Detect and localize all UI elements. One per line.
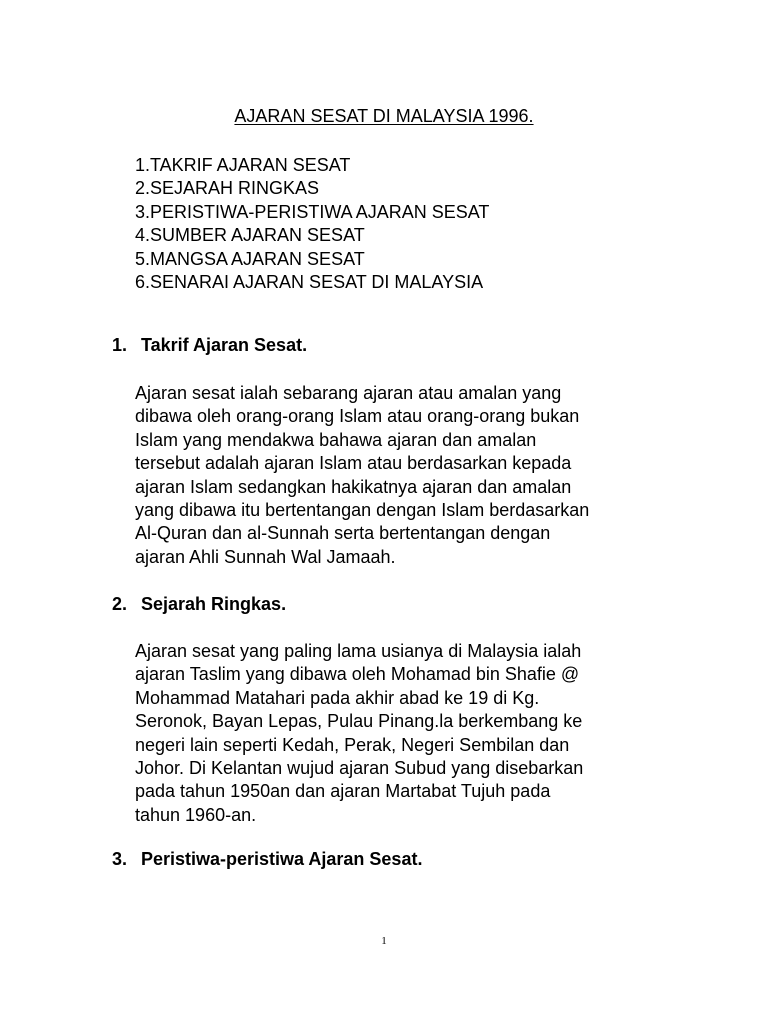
toc-item: 1.TAKRIF AJARAN SESAT	[135, 155, 351, 175]
paragraph-line: dibawa oleh orang-orang Islam atau orang-orang bukan	[135, 406, 580, 427]
section-heading-1	[112, 333, 307, 357]
section-title: Sejarah Ringkas.	[141, 594, 287, 614]
toc-item: 4.SUMBER AJARAN SESAT	[135, 225, 365, 246]
paragraph-line: ajaran Islam sedangkan hakikatnya ajaran dan amalan	[135, 476, 572, 497]
section-paragraph-1	[135, 382, 655, 569]
section-number: 3.	[112, 849, 128, 869]
toc-item: 5.MANGSA AJARAN SESAT	[135, 248, 365, 269]
paragraph-line: Ajaran sesat yang paling lama usianya di Malaysia ialah	[135, 641, 582, 661]
paragraph-line: tahun 1960-an.	[135, 804, 257, 825]
section-heading-3	[112, 847, 422, 871]
table-of-contents	[135, 154, 489, 294]
paragraph-line: Ajaran sesat ialah sebarang ajaran atau amalan yang	[135, 383, 562, 403]
paragraph-line: negeri lain seperti Kedah, Perak, Negeri Sembilan dan	[135, 734, 570, 755]
document-title: AJARAN SESAT DI MALAYSIA 1996.	[234, 106, 534, 126]
toc-item: 2.SEJARAH RINGKAS	[135, 178, 320, 199]
paragraph-line: Islam yang mendakwa bahawa ajaran dan amalan	[135, 429, 537, 450]
section-number: 1.	[112, 335, 128, 355]
section-paragraph-2	[135, 640, 655, 827]
paragraph-line: tersebut adalah ajaran Islam atau berdasarkan kepada	[135, 453, 572, 474]
section-title: Takrif Ajaran Sesat.	[141, 335, 308, 355]
paragraph-line: yang dibawa itu bertentangan dengan Islam berdasarkan	[135, 500, 590, 521]
section-title: Peristiwa-peristiwa Ajaran Sesat.	[141, 849, 423, 869]
paragraph-line: Johor. Di Kelantan wujud ajaran Subud yang disebarkan	[135, 758, 584, 779]
paragraph-line: Mohammad Matahari pada akhir abad ke 19 di Kg.	[135, 687, 540, 708]
section-number: 2.	[112, 594, 128, 614]
paragraph-line: ajaran Ahli Sunnah Wal Jamaah.	[135, 546, 396, 567]
toc-item: 3.PERISTIWA-PERISTIWA AJARAN SESAT	[135, 201, 490, 222]
toc-item: 6.SENARAI AJARAN SESAT DI MALAYSIA	[135, 272, 484, 293]
paragraph-line: ajaran Taslim yang dibawa oleh Mohamad bin Shafie @	[135, 664, 580, 685]
paragraph-line: Seronok, Bayan Lepas, Pulau Pinang.la berkembang ke	[135, 711, 583, 732]
paragraph-line: Al-Quran dan al-Sunnah serta bertentangan dengan	[135, 523, 551, 544]
section-heading-2	[112, 592, 286, 616]
page-number: 1	[381, 935, 387, 947]
paragraph-line: pada tahun 1950an dan ajaran Martabat Tujuh pada	[135, 781, 551, 802]
